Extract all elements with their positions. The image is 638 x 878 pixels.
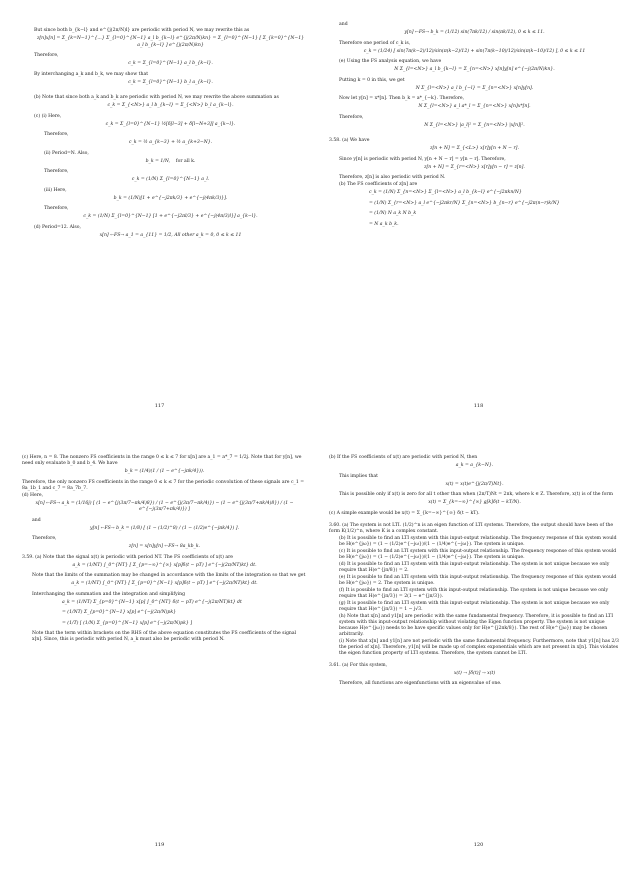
equation: = (1/NT) Σ_{p=0}^{N−1} x[p] e^{−j(2π/N)pk} [62,610,177,615]
text-line: (b) Note that since both a_k and b_k are periodic with period N, we may rewrite the above summation as [34,95,279,100]
text-line: (e) Using the FS analysis equation, we have [339,59,442,64]
text-line: Therefore, [44,206,69,211]
equation: a_k = (1/NT) ∫_0^{NT} [ Σ_{p=−∞}^{∞} x[p]δ(t − pT) ] e^{−j(2π/NT)kt} dt. [72,562,257,568]
text-line: (c) (i) Here, [34,113,62,119]
equation: x(t) → [δ(t)] → x(t) [453,670,496,676]
text-line: Therefore, [32,536,57,541]
text-line: By interchanging a_k and b_k, we may show that [34,71,149,77]
text-line: Therefore, the only nonzero FS coefficients in the range 0 ≤ k ≤ 7 for the periodic convolution of these signals are c_1 = 8a_1b_1 and c_7 = 8a_7b_7. [22,479,305,491]
text-line: (d) It is possible to find an LTI system with this input-output relationship. The system is not unique because we only require that H(e^{jπ/8}) = 2. [339,561,610,573]
text-line: Therefore, [339,114,364,120]
equation: c_k = (1/N) Σ_{n=<N>} Σ_{l=<N>} a_l b_{k−l} e^{−j2πkn/N} [369,190,522,195]
text-line: (c) A simple example would be x(t) = Σ_{k=−∞}^{∞} δ(t − kT). [329,510,480,516]
equation: b_k = (1/N)[1 + e^{−j2πk/3} + e^{−j(4πk/3)}]. [113,195,228,201]
equation: c_k = (1/N) Σ_{l=0}^{N−1} [1 + e^{−j2πl/3} + e^{−j(4π/3)l}] a_{k−l}. [83,214,258,219]
equation: a_k = (1/NT) Σ_{p=0}^{N−1} x[p] ∫_0^{NT} δ(t − pT) e^{−j(2π/NT)kt} dt [62,599,242,605]
text-line: for all k. [175,158,196,164]
equation: y[n] ←FS→ b_k = (1/12) sin(7πk/12) / sin(πk/12), 0 ≤ k ≤ 11. [404,30,545,35]
equation: c_k = ½ a_{k−3} + ½ a_{k+3−N}. [128,140,213,145]
text-line: 3.60. (a) The system is not LTI. (1/2)^n is an eigen function of LTI systems. Therefore, the output should have been of the form K(1/2)^n, where K is a complex constant. [329,522,614,534]
text-line: (iii) Here, [44,187,67,193]
equation: x(t) = Σ_{k=−∞}^{∞} g[k]δ(t − kT/N). [428,500,521,505]
page-number: 118 [473,403,484,409]
equation: y[n] ←FS→ b_k = (1/8) [ (1 − (1/2)^8) / (1 − (1/2)e^{−jπk/4}) ]. [90,525,239,531]
equation: = N a_k b_k. [369,221,399,227]
text-line: Interchanging the summation and the integration and simplifying [32,591,186,597]
equation: N Σ_{l=<N>} a_l b_{−l} = Σ_{n=<N>} x[n]y[n]. [415,85,534,91]
page-number: 120 [473,842,484,848]
equation: N Σ_{l=<N>} |a_l|² = Σ_{n=<N>} |x[n]|². [424,122,525,128]
equation: a_k = (1/NT) ∫_0^{NT} [ Σ_{p=0}^{N−1} x[p]δ(t − pT) ] e^{−j(2π/NT)kt} dt. [71,581,258,586]
page-number: 119 [154,842,165,848]
text-line: (h) Note that x[n] and y1[n] are periodic with the same fundamental frequency. Therefore, it is possible to find an LTI system with this input-output relationship without violating the Eigen function property. The system is not unique because H(e^{jω}) needs to be have specific values only for H(e^{j2πk/8}). The rest of H(e^{jω}) may be chosen arbitrarily. [339,613,614,637]
equation: b_k = 1/N, [145,158,171,164]
text-line: (d) Here, [22,492,44,498]
page-119 [0,439,319,878]
text-line: (c) It is possible to find an LTI system with this input-output relationship. The frequency response of this system would be H(e^{jω}) = (1 − (1/2)e^{−jω})/(1 − (1/4)e^{−jω}). The system is unique. [339,548,617,560]
text-line: Note that the term within brackets on the RHS of the above equation constitutes the FS coefficients of the signal x[n]. Since, this is periodic with period N, a_k must also be periodic with period N. [32,631,297,642]
text-line: Therefore, [34,53,59,58]
page-number: 117 [154,403,165,409]
text-line: and [32,517,41,523]
equation: = (1/T) [ (1/N) Σ_{p=0}^{N−1} x[p] e^{−j(2π/N)pk} ] [62,620,193,626]
text-line: (ii) Period=N. Also, [44,150,89,156]
equation: a_k = a_{k−N}. [455,463,494,468]
text-line: Therefore, [44,169,69,174]
text-line: (b) The FS coefficients of z[n] are [339,182,418,187]
text-line: (i) Note that x[n] and y1[n] are not periodic with the same fundamental frequency. Furthermore, note that y1[n] has 2/3 the period of x[n]. Therefore, y1[n] will be made up of complex exponentials which are not present in x[n]. This violates the eigen function property of LTI systems. Therefore, the system cannot be LTI. [339,638,619,656]
text-line: (g) It is possible to find an LTI system with this input-output relationship. The system is not unique because we only require that H(e^{jπ/3}) = 1 − j√3. [339,600,610,612]
equation: z[n + N] = Σ_{<L>} x[r]y[n + N − r]. [430,146,519,151]
page-120 [319,439,638,878]
text-line: Therefore, z[n] is also periodic with period N. [339,175,446,180]
equation: z[n] = x[n]y[n] ←FS→ 8a_kb_k. [128,544,201,549]
equation: z[n + N] = Σ_{r=<N>} x[r]y[n − r] = z[n]. [424,164,525,170]
equation: = (1/N) N a_k N b_k [369,211,417,216]
text-line: Putting k = 0 in this, we get [339,77,405,83]
text-line: But since both b_{k−l} and e^{j(2π/N)l} are periodic with period N, we may rewrite this as [34,28,250,33]
text-line: (f) It is possible to find an LTI system with this input-output relationship. The system is not unique because we only require that H(e^{jπ/3}) = 2(1 − e^{jπ/3}). [339,587,609,599]
page-117 [0,0,319,439]
equation: c_k = Σ_{<N>} a_l b_{k−l} = Σ_{<N>} b_l a_{k−l}. [107,103,234,108]
equation: b_k = (1/4)(1 / (1 − e^{−jπk/4})). [124,469,205,474]
text-line: Since y[n] is periodic with period N, y[n + N − r] = y[n − r]. Therefore, [339,156,506,162]
equation: c_k = Σ_{l=0}^{N−1} a_l b_{k−l}. [128,61,213,66]
text-line: Now let y[n] = x*[n]. Then b_k = a*_{−k}. Therefore, [339,96,465,101]
equation: x(t) = x(t)e^{j(2π/T)Nt}. [445,481,504,487]
text-line: Therefore, [44,132,69,137]
text-line: (d) Period=12. Also, [34,224,81,230]
equation: = (1/N) Σ_{r=<N>} a_l e^{−j2πkr/N} Σ_{n=<N>} b_{n−r} e^{−j2π(n−r)k/N} [369,200,560,206]
page-118 [319,0,638,439]
text-line: This implies that [339,473,378,479]
equation: c_k = Σ_{l=0}^{N−1} ½[δ[l−3] + δ[l−N+3]] a_{k−l}. [105,121,236,127]
equation: c_k = Σ_{l=0}^{N−1} b_l a_{k−l}. [128,79,213,85]
equation: z[n]x[n] = Σ_{k=N−1}^{...} Σ_{l=0}^{N−1} a_l b_{k−l} e^{j(2π/N)kn} = Σ_{l=0}^{N−1} [ Σ_{k=0}^{N−1} a_l b_{k−l} ] e^{j(2π/N)kn} [36,36,305,48]
text-line: (e) It is possible to find an LTI system with this input-output relationship. The frequency response of this system would be H(e^{jω}) = 2. The system is unique. [339,574,617,586]
text-line: and [339,22,348,27]
equation: N Σ_{l=<N>} a_l b_{k−l} = Σ_{n=<N>} x[n]y[n] e^{−j(2π/N)kn}. [394,67,555,72]
text-line: Therefore, all functions are eigenfunctions with an eigenvalue of one. [339,681,502,686]
text-line: 3.58. (a) We have [329,138,370,143]
text-line: This is possible only if x(t) is zero for all t other than when (2π/T)Nt = 2πk, where k ∈ Z. Therefore, x(t) is of the form [339,492,613,497]
equation: x[n] ←FS→ a_1 = a_{11} = 1/2, All other a_k = 0, 0 ≤ k ≤ 11 [99,232,242,238]
text-line: Therefore one period of c_k is, [339,40,411,46]
text-line: Note that the limits of the summation may be changed in accordance with the limits of the integration so that we get [32,573,306,578]
equation: x[n] ←FS→ a_k = (1/16j) [ (1 − e^{j(3π/7−πk/4)8}) / (1 − e^{j(3π/7−πk/4)}) − (1 − e^{j(3π/7+πk/4)8}) / (1 − e^{−j(3π/7+πk/4)}) ] [35,500,294,512]
equation: c_k = (1/N) Σ_{l=0}^{N−1} a_l. [131,177,210,182]
equation: N Σ_{l=<N>} a_l a*_l = Σ_{n=<N>} x[n]x*[n]. [418,104,531,109]
text-line: (c) Here, n = 8. The nonzero FS coefficients in the range 0 ≤ k ≤ 7 for x[n] are a_1 = a*_7 = 1/2j. Note that for y[n], we need only evaluate b_0 and b_4. We have [22,455,302,466]
text-line: 3.61. (a) For this system, [329,662,388,668]
text-line: (b) If the FS coefficients of x(t) are periodic with period N, then [329,455,478,460]
text-line: (b) It is possible to find an LTI system with this input-output relationship. The frequency response of this system would be H(e^{jω}) = (1 − (1/2)e^{−jω})/(1 − (1/4)e^{−jω}). The system is unique. [339,535,617,547]
equation: c_k = (1/24) [ sin(7π(k−2)/12)/sin(π(k−2)/12) + sin(7π(k−10)/12)/sin(π(k−10)/12) ], 0 ≤ k ≤ 11 [363,48,586,54]
text-line: 3.59. (a) Note that the signal x(t) is periodic with period NT. The FS coefficients of x(t) are [22,554,233,560]
